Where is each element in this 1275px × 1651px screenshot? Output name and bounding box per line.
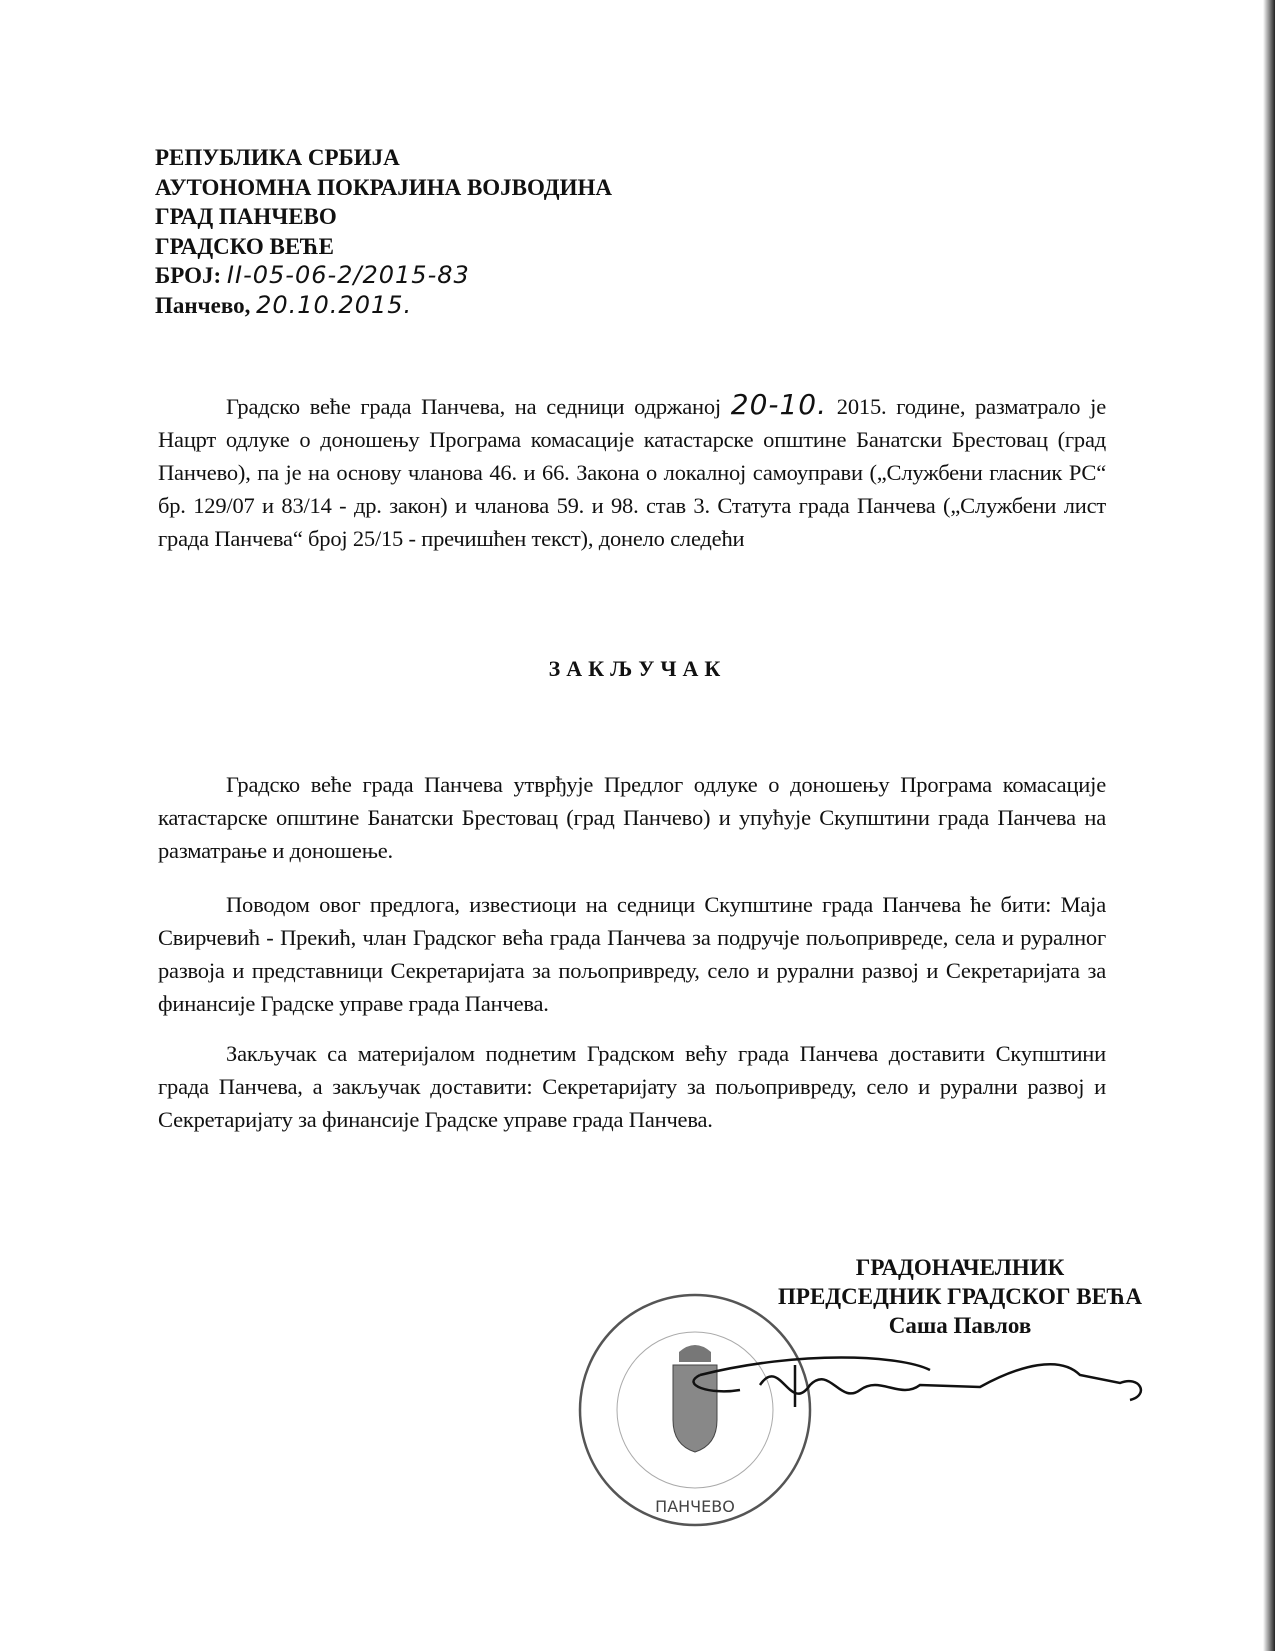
conclusion-paragraph-1: Градско веће града Панчева утврђује Предлог одлуке о доношењу Програма комасације катастарске општине Банатски Брестовац (град Панчево) и упућује Скупштини града Панчева на разматрање и доношење.	[158, 772, 1106, 863]
scan-edge-shadow	[1263, 0, 1275, 1651]
conclusion-paragraph-3: Закључак са материјалом поднетим Градском већу града Панчева доставити Скупштини града Панчева, а закључак доставити: Секретаријату за пољопривреду, село и рурални развој и Секретаријату за финансије Градске управе града Панчева.	[158, 1041, 1106, 1132]
intro-paragraph	[158, 388, 1106, 555]
handwritten-signature-icon	[680, 1345, 1160, 1425]
header-line-city: ГРАД ПАНЧЕВО	[155, 204, 337, 229]
signatory-title-president: ПРЕДСЕДНИК ГРАДСКОГ ВЕЋА	[778, 1284, 1142, 1309]
header-line-province: АУТОНОМНА ПОКРАЈИНА ВОЈВОДИНА	[155, 174, 612, 200]
document-header	[155, 143, 612, 320]
svg-text:ПАНЧЕВО: ПАНЧЕВО	[655, 1497, 735, 1516]
header-line-council: ГРАДСКО ВЕЋЕ	[155, 233, 334, 259]
date-handwritten: 20.10.2015.	[256, 290, 413, 319]
document-title: ЗАКЉУЧАК	[548, 656, 727, 681]
conclusion-paragraph-2: Поводом овог предлога, известиоци на седници Скупштине града Панчева ће бити: Маја Свирчевић - Прекић, члан Градског већа града Панчева за подручје пољопривреде, села и руралног развоја и представници Секретаријата за пољопривреду, село и рурални развој и Секретаријата за финансије Градске управе града Панчева.	[158, 892, 1106, 1016]
signatory-title-mayor: ГРАДОНАЧЕЛНИК	[855, 1255, 1065, 1280]
place-label: Панчево,	[155, 292, 251, 318]
intro-text-end: 2015. године, разматрало је Нацрт одлуке о доношењу Програма комасације катастарске општине Банатски Брестовац (град Панчево), па је на основу чланова 46. и 66. Закона о локалној самоуправи („Службени гласник РС“ бр. 129/07 и 83/14 - др. закон) и чланова 59. и 98. став 3. Статута града Панчева („Службени лист града Панчева“ број 25/15 - пречишћен текст), донело следећи	[158, 394, 1106, 551]
number-handwritten: II-05-06-2/2015-83	[226, 261, 470, 289]
signatory-name: Саша Павлов	[888, 1313, 1032, 1338]
header-line-republic: РЕПУБЛИКА СРБИЈА	[155, 145, 400, 170]
session-date-handwritten: 20-10.	[730, 388, 828, 421]
document-place-date	[155, 291, 612, 321]
document-number	[155, 261, 612, 291]
intro-text-start: Градско веће града Панчева, на седници одржаној	[226, 394, 731, 419]
number-label: БРОЈ:	[155, 263, 222, 288]
